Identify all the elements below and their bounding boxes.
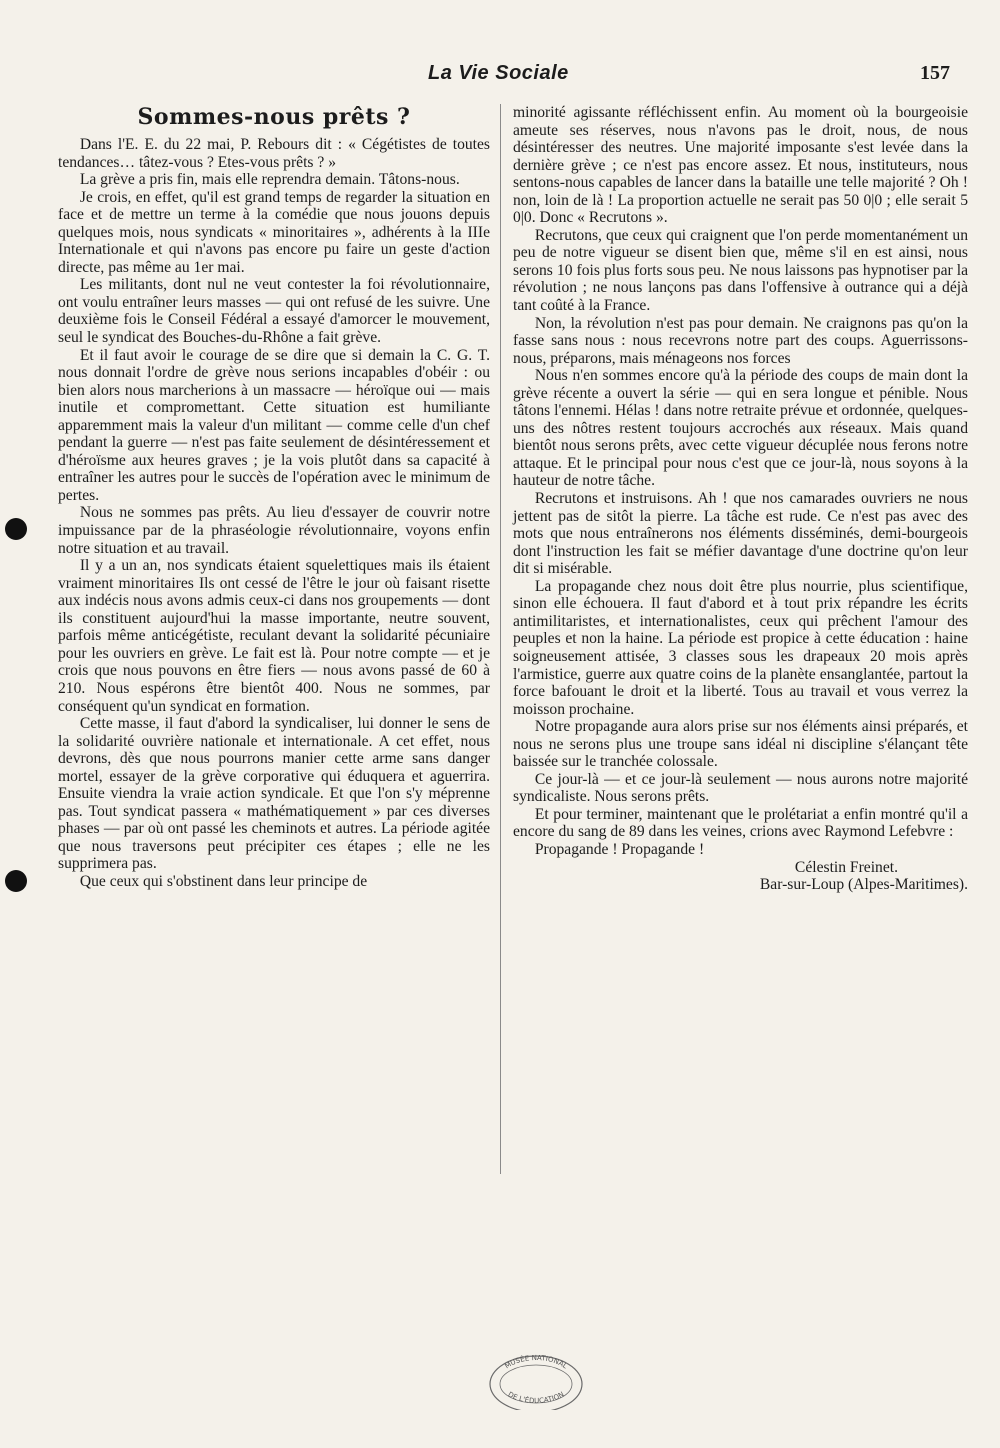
column-divider [500,104,501,1174]
paragraph: Dans l'E. E. du 22 mai, P. Rebours dit : « Cégétistes de toutes tendances… tâtez-vous ? Etes-vous prêts ? » [58,136,490,171]
author-name: Célestin Freinet. [794,858,898,876]
svg-text:DE L'ÉDUCATION [506,1390,565,1405]
author-place: Bar-sur-Loup (Alpes-Maritimes). [759,876,968,894]
paragraph: Recrutons et instruisons. Ah ! que nos camarades ouvriers ne nous jettent pas de sitôt la pierre. La tâche est rude. Ce n'est pas avec des mots que nous entraînerons nos éléments disséminés, demi-bourgeois dont l'instruction les fait se méfier davantage d'une doctrine qu'on leur dit si misérable. [513,490,968,578]
paragraph: Que ceux qui s'obstinent dans leur principe de [79,872,368,890]
svg-text:MUSÉE NATIONAL [503,1354,568,1370]
punch-hole [5,870,27,892]
paragraph: Il y a un an, nos syndicats étaient squelettiques mais ils étaient vraiment minoritaires Ils ont cessé de l'être le jour où faisant risette aux indécis nous avons admis ceux-ci dans nos groupements — dont ils constituent aujourd'hui la masse importante, neutre souvent, parfois même anticégétiste, reculant devant la solidarité pécuniaire pour les ouvriers en grève. Le fait est là. Pour notre compte — et je crois que nous pouvons en être fiers — nous avons passé de 60 à 210. Nous espérons être bientôt 400. Nous ne sommes, par conséquent qu'un syndicat en formation. [58,557,490,715]
paragraph: La propagande chez nous doit être plus nourrie, plus scientifique, sinon elle échouera. Il faut d'abord et à tout prix répandre les écrits antimilitaristes, et internationalistes, ceux qui prêchent l'amour des peuples et non la haine. La période est propice à cette éducation : haine soigneusement attisée, 3 classes sous les drapeaux 20 mois après l'armistice, guerre aux quatre coins de la planète ensanglantée, partout la force bafouant le droit et la liberté. Tous au travail et vous verrez la moisson prochaine. [513,577,968,718]
paragraph: Recrutons, que ceux qui craignent que l'on perde momentanément un peu de notre vigueur se disent bien que, même s'il en est ainsi, nous serons 10 fois plus forts sous peu. Ne nous laissons pas hypnotiser par la révolution ; ne nous lançons pas dans l'offensive à outrance qui a déjà tant coûté à la France. [513,226,968,315]
stamp-text-top: MUSÉE NATIONAL [503,1353,569,1371]
left-column [58,104,490,891]
paragraph: Propagande ! Propagande ! [534,840,705,858]
running-head [420,62,950,92]
stamp-text-bottom: DE L'ÉDUCATION [506,1390,566,1405]
paragraph: Les militants, dont nul ne veut contester la foi révolutionnaire, ont voulu entraîner leurs masses — qui ont refusé de les suivre. Une deuxième fois le Conseil Fédéral a essayé d'amorcer le mouvement, seul le syndicat des Bouches-du-Rhône a fait grève. [58,276,490,347]
paragraph: Nous ne sommes pas prêts. Au lieu d'essayer de couvrir notre impuissance par de la phraséologie révolutionnaire, voyons enfin notre situation et au travail. [58,504,490,557]
signature [513,859,968,894]
paragraph: Non, la révolution n'est pas pour demain. Ne craignons pas qu'on la fasse sans nous : nous recevrons notre part des coups. Aguerrissons-nous, préparons, mais ménageons nos forces [513,314,968,367]
page-number: 157 [920,62,950,84]
paragraph: minorité agissante réfléchissent enfin. Au moment où la bourgeoisie ameute ses réserves, nous n'avons pas le droit, nous, de nous désintéresser des neutres. Une majorité imposante s'est levée dans la dernière grève ; ce n'est pas encore assez. Et nous, instituteurs, nous sentons-nous capables de lancer dans la bataille une telle majorité ? Oh ! non, loin de là ! La proportion actuelle ne serait pas 50 0|0 ; elle serait 5 0|0. Donc « Recrutons ». [513,104,968,227]
paragraph: Et pour terminer, maintenant que le prolétariat a enfin montré qu'il a encore du sang de 89 dans les veines, crions avec Raymond Lefebvre : [513,805,968,841]
right-column [513,104,968,894]
punch-hole [5,518,27,540]
paragraph: Et il faut avoir le courage de se dire que si demain la C. G. T. nous donnait l'ordre de grève nous serions incapables d'obéir : ou bien alors nous marcherions à un massacre — héroïque oui — mais inutile et compromettant. Cette situation est humiliante apparemment mais la valeur d'un militant — comme celle d'un chef pendant la guerre — n'est pas faite seulement de désintéressement et d'héroïsme aux heures graves ; je la vois plutôt dans sa capacité à entraîner les autres pour le succès de l'opération avec le minimum de pertes. [58,346,490,504]
paragraph: Notre propagande aura alors prise sur nos éléments ainsi préparés, et nous ne serons plus une troupe sans idéal ni discipline s'élançant tête baissée sur le tranchée colossale. [513,718,968,771]
paragraph: La grève a pris fin, mais elle reprendra demain. Tâtons-nous. [79,171,460,189]
journal-title: La Vie Sociale [428,62,569,84]
paragraph: Nous n'en sommes encore qu'à la période des coups de main dont la grève récente a ouvert la série — qui en sera longue et pénible. Nous tâtons l'ennemi. Hélas ! dans notre retraite prévue et ordonnée, quelques-uns des nôtres restent toujours accrochés aux réseaux. Mais quand bientôt nous serons prêts, avec cette vigueur décuplée nous ferons notre attaque. Et le principal pour nous c'est que ce jour-là, nous soyons à la hauteur de notre tâche. [513,367,968,490]
paragraph: Ce jour-là — et ce jour-là seulement — nous aurons notre majorité syndicaliste. Nous serons prêts. [513,770,968,806]
article-title: Sommes-nous prêts ? [137,104,411,130]
museum-stamp [486,1350,586,1410]
paragraph: Je crois, en effet, qu'il est grand temps de regarder la situation en face et de mettre un terme à la comédie que nous jouons depuis quelques mois, nous syndicats « minoritaires », adhérents à la IIIe Internationale et qui n'avons pas encore pu faire un geste d'action directe, pas même au 1er mai. [58,188,490,276]
paragraph: Cette masse, il faut d'abord la syndicaliser, lui donner le sens de la solidarité ouvrière nationale et internationale. A cet effet, nous devrons, dès que nous pourrons manier cette arme sans danger mortel, essayer de la grève corporative qui éduquera et aguerrira. Ensuite viendra la vraie action syndicale. Et que l'on s'y méprenne pas. Tout syndicat passera « mathématiquement » par ces diverses phases — par où ont passé les cheminots et autres. La période agitée que nous traversons peut précipiter ces étapes ; elle ne les supprimera pas. [58,715,490,873]
